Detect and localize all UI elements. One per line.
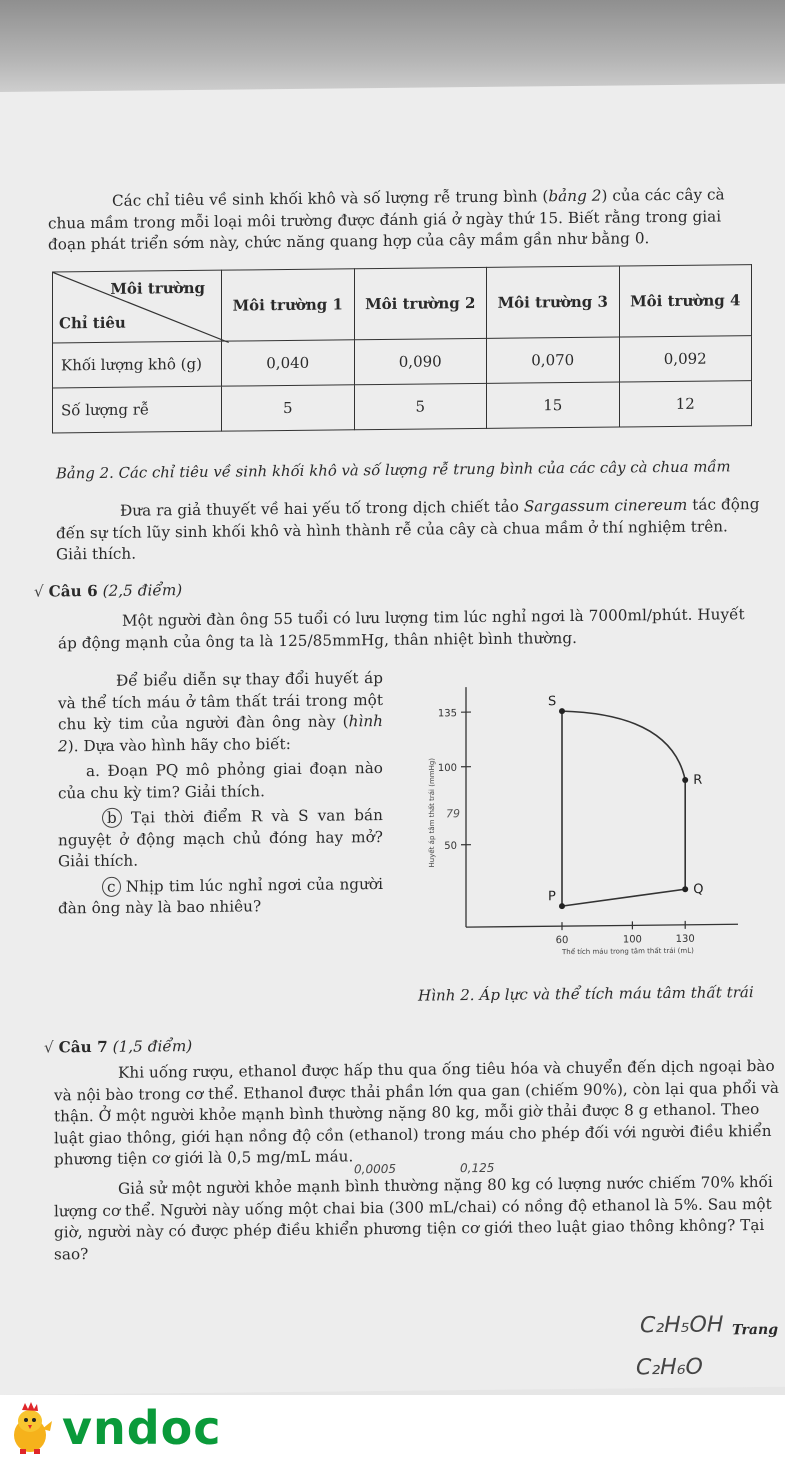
header-env-3: Môi trường 3 [487,266,620,338]
corner-criteria-label: Chỉ tiêu [59,313,126,333]
point-label-r: R [693,772,703,788]
table-cell: 15 [487,382,620,428]
x-axis-label: Thể tích máu trong tâm thất trái (mL) [562,946,694,957]
header-env-1: Môi trường 1 [222,269,355,341]
data-table [52,264,752,433]
point-label-s: S [548,694,557,710]
table-caption: Bảng 2. Các chỉ tiêu về sinh khối khô và số lượng rễ trung bình của các cây cà chua mầm [56,458,731,483]
table-cell: 0,040 [222,340,355,386]
table-cell: 0,092 [619,336,752,382]
point-q [682,886,688,892]
species-name: Sargassum cinereum [523,495,688,516]
x-tick-label: 100 [622,934,642,946]
exam-paper [0,84,785,1395]
point-label-q: Q [693,882,704,898]
question-6a: a. Đoạn PQ mô phỏng giai đoạn nào của chu kỳ tim? Giải thích. [58,758,383,802]
x-tick-label: 130 [675,933,695,945]
table-corner-cell [53,270,222,343]
pressure-volume-chart [420,674,740,977]
table-cell: 0,090 [354,338,487,384]
question-6-body: Để biểu diễn sự thay đổi huyết áp và thể tích máu ở tâm thất trái trong một chu kỳ tim của người đàn ông này (hình 2). Dựa vào hình hãy cho biết: a. Đoạn PQ mô phỏng giai đoạn nào của chu kỳ tim? Giải thích. b Tại thời điểm R và S van bán nguyệt ở động mạch chủ đóng hay mở? Giải thích. c Nhịp tim lúc nghỉ ngơi của người đàn ông này là bao nhiêu? [58,668,383,920]
question-6-heading: √ Câu 6 (2,5 điểm) [34,581,183,601]
pv-loop-line [562,710,685,906]
question-7-heading: √ Câu 7 (1,5 điểm) [44,1036,193,1057]
point-r [682,777,688,783]
circled-b: b [102,808,122,828]
point-s [559,708,565,714]
question-7-paragraph-1: Khi uống rượu, ethanol được hấp thu qua ống tiêu hóa và chuyển đến dịch ngoại bào và nội bào trong cơ thể. Ethanol được thải phần lớn qua gan (chiếm 90%), còn lại qua phổi và thận. Ở một người khỏe mạnh bình thường nặng 80 kg, mỗi giờ thải được 8 g ethanol. Theo luật giao thông, giới hạn nồng độ cồn (ethanol) trong máu cho phép đối với người điều khiển phương tiện cơ giới là 0,5 mg/mL máu. [54,1056,779,1169]
point-p [559,903,565,909]
handwritten-note-1: 0,0005 [354,1161,396,1177]
handwriting-formula-1: C₂H₅OH [640,1312,724,1339]
table-cell: 12 [619,381,752,427]
figure-caption: Hình 2. Áp lực và thể tích máu tâm thất trái [418,983,754,1005]
question-6-intro: Một người đàn ông 55 tuổi có lưu lượng tim lúc nghỉ ngơi là 7000ml/phút. Huyết áp động mạnh của ông ta là 125/85mmHg, thân nhiệt bình thường. [58,605,745,652]
table-cell: 0,070 [487,337,620,383]
check-mark: √ [44,1038,54,1057]
vndoc-logo[interactable]: vndoc [62,1401,222,1455]
handwritten-note-2: 0,125 [460,1160,495,1176]
header-env-4: Môi trường 4 [619,265,752,337]
row-label: Số lượng rễ [53,386,222,433]
question-6b: b Tại thời điểm R và S van bán nguyệt ở động mạch chủ đóng hay mở? Giải thích. [58,805,383,871]
chicken-mascot-icon [6,1401,56,1457]
intro-paragraph: Các chỉ tiêu về sinh khối khô và số lượng rễ trung bình (bảng 2) của các cây cà chua mầm trong mỗi loại môi trường được đánh giá ở ngày thứ 15. Biết rằng trong giai đoạn phát triển sớm này, chức năng quang hợp của cây mầm gần như bằng 0. [48,185,725,254]
corner-env-label: Môi trường [110,278,205,298]
table-cell: 5 [354,383,487,429]
x-axis [466,924,738,927]
x-tick-label: 60 [555,935,569,947]
page-label: Trang [732,1321,779,1339]
table-row [53,336,752,388]
table-ref: bảng 2 [548,186,602,206]
table-cell: 5 [222,385,355,431]
y-axis-label: Huyết áp tâm thất trái (mmHg) [428,757,436,868]
y-tick-label: 135 [437,708,457,720]
point-label-p: P [548,889,556,905]
handwriting-formula-2: C₂H₆O [636,1354,703,1381]
circled-c: c [102,876,121,896]
row-label: Khối lượng khô (g) [53,341,222,388]
question-5-prompt: Đưa ra giả thuyết về hai yếu tố trong dịch chiết tảo Sargassum cinereum tác động đến sự tích lũy sinh khối khô và hình thành rễ của cây cà chua mầm ở thí nghiệm trên. Giải thích. [56,495,760,564]
footer-bar [0,1395,785,1464]
question-6c: c Nhịp tim lúc nghỉ ngơi của người đàn ông này là bao nhiêu? [58,874,383,918]
table-row [53,381,752,433]
question-7-paragraph-2: Giả sử một người khỏe mạnh bình thường nặng 80 kg có lượng nước chiếm 70% khối lượng cơ thể. Người này uống một chai bia (300 mL/chai) có nồng độ ethanol là 5%. Sau một giờ, người này có được phép điều khiển phương tiện cơ giới theo luật giao thông không? Tại sao? [54,1172,773,1263]
handwritten-tick: 79 [446,807,460,821]
check-mark: √ [34,582,44,601]
header-env-2: Môi trường 2 [354,267,487,339]
y-tick-label: 50 [444,840,457,852]
y-tick-label: 100 [437,762,457,775]
